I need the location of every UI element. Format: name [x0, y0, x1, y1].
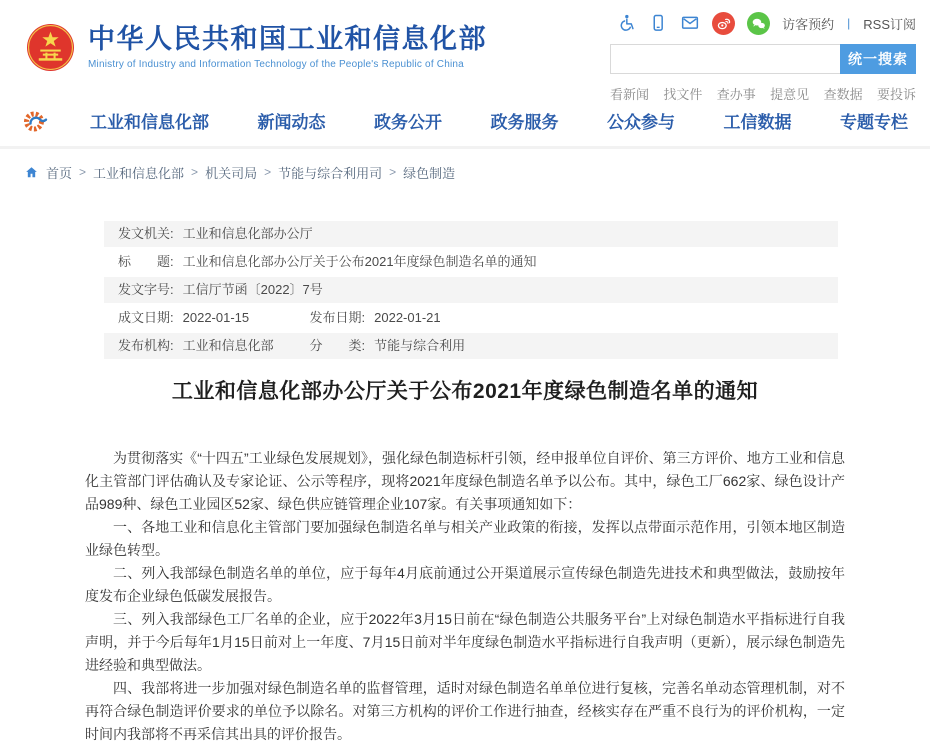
meta-label: 发布机构: [118, 338, 174, 353]
mobile-icon[interactable] [648, 13, 668, 33]
quick-link-complaints[interactable]: 要投诉 [876, 87, 916, 102]
nav-item-gov-services[interactable]: 政务服务 [490, 113, 559, 132]
site-brand [26, 23, 487, 72]
document-title: 工业和信息化部办公厅关于公布2021年度绿色制造名单的通知 [171, 380, 759, 403]
nav-item-miit[interactable]: 工业和信息化部 [90, 113, 209, 132]
meta-value: 工业和信息化部办公厅关于公布2021年度绿色制造名单的通知 [182, 254, 537, 269]
meta-label: 发布日期: [309, 310, 366, 325]
breadcrumb-home[interactable]: 首页 [46, 165, 73, 181]
meta-label: 分 类: [309, 338, 366, 353]
meta-value: 节能与综合利用 [374, 338, 466, 353]
breadcrumb-separator: > [79, 165, 87, 179]
visitor-appointment-link[interactable]: 访客预约 [782, 16, 835, 32]
nav-item-public-participation[interactable]: 公众参与 [607, 113, 675, 132]
accessibility-icon[interactable] [616, 13, 636, 33]
main-nav [0, 95, 930, 149]
national-emblem-icon [26, 23, 75, 72]
breadcrumb-separator: > [191, 165, 199, 179]
quick-link-services[interactable]: 查办事 [716, 87, 756, 102]
meta-label: 发文机关: [118, 226, 174, 241]
paragraph-item-4: 四、我部将进一步加强对绿色制造名单的监督管理，适时对绿色制造名单单位进行复核，完善名单动态管理机制，对不再符合绿色制造评价要求的单位予以除名。对第三方机构的评价工作进行抽查，经核实存在严重不良行为的评价机构，一定时间内我部将不再采信其出具的评价报告。 [85, 680, 845, 742]
quick-link-data[interactable]: 查数据 [823, 87, 863, 102]
nav-item-news[interactable]: 新闻动态 [257, 113, 326, 132]
document-content [85, 221, 845, 746]
meta-row-title [104, 249, 838, 275]
paragraph-item-1: 一、各地工业和信息化主管部门要加强绿色制造名单与相关产业政策的衔接，发挥以点带面示范作用，引领本地区制造业绿色转型。 [85, 519, 845, 558]
ministry-name-en: Ministry of Industry and Information Technology of the People's Republic of China [88, 58, 464, 70]
paragraph-item-3: 三、列入我部绿色工厂名单的企业，应于2022年3月15日前在“绿色制造公共服务平台”上对绿色制造水平指标进行自我声明，并于今后每年1月15日前对上一年度、7月15日前对半年度绿色制造水平指标进行自我声明（更新），展示绿色制造先进经验和典型做法。 [85, 611, 845, 673]
document-body [85, 447, 845, 746]
ministry-name-cn: 中华人民共和国工业和信息化部 [88, 24, 487, 55]
header-link-divider: | [847, 16, 851, 30]
breadcrumb-separator: > [389, 165, 397, 179]
meta-value: 2022-01-21 [374, 310, 441, 325]
nav-item-gov-disclosure[interactable]: 政务公开 [374, 113, 442, 132]
paragraph-item-2: 二、列入我部绿色制造名单的单位，应于每年4月底前通过公开渠道展示宣传绿色制造先进技术和典型做法，鼓励按年度发布企业绿色低碳发展报告。 [85, 565, 845, 604]
meta-value: 工业和信息化部办公厅 [182, 226, 313, 241]
quick-links [610, 84, 916, 103]
mail-icon[interactable] [680, 13, 700, 33]
nav-item-special-columns[interactable]: 专题专栏 [840, 113, 908, 132]
search-bar [610, 44, 916, 74]
meta-value: 2022-01-15 [182, 310, 250, 325]
breadcrumb-miit[interactable]: 工业和信息化部 [93, 165, 185, 181]
quick-link-documents[interactable]: 找文件 [663, 87, 703, 102]
meta-row-dates [104, 305, 838, 331]
meta-row-publisher-category [104, 333, 838, 359]
header-icons-row [610, 11, 916, 35]
meta-cell-category [310, 333, 466, 359]
search-button[interactable]: 统一搜索 [840, 44, 916, 74]
document-meta-table [104, 221, 838, 359]
meta-label: 成文日期: [118, 310, 174, 325]
paragraph-intro: 为贯彻落实《“十四五”工业绿色发展规划》，强化绿色制造标杆引领，经申报单位自评价、第三方评价、地方工业和信息化主管部门评估确认及专家论证、公示等程序，现将2021年度绿色制造名单予以公布。其中，绿色工厂662家、绿色设计产品989种、绿色工业园区52家、绿色供应链管理企业107家。有关事项通知如下： [85, 450, 845, 512]
weibo-icon[interactable] [712, 12, 735, 35]
quick-link-news[interactable]: 看新闻 [610, 87, 650, 102]
header-utilities [610, 11, 916, 103]
wechat-icon[interactable] [747, 12, 770, 35]
breadcrumb-energy-dept[interactable]: 节能与综合利用司 [278, 165, 383, 181]
meta-label: 发文字号: [118, 282, 174, 297]
breadcrumb-separator: > [264, 165, 272, 179]
miit-gear-logo-icon [22, 107, 50, 135]
meta-row-document-number [104, 277, 838, 303]
meta-value: 工业和信息化部 [182, 338, 274, 353]
nav-menu [90, 108, 910, 133]
meta-cell-publish-date [310, 305, 441, 331]
meta-label: 标 题: [118, 254, 174, 269]
breadcrumb [0, 149, 930, 181]
site-header [0, 0, 930, 102]
breadcrumb-departments[interactable]: 机关司局 [205, 165, 258, 181]
meta-row-issuing-office [104, 221, 838, 247]
search-input[interactable] [610, 44, 840, 74]
breadcrumb-green-manufacturing[interactable]: 绿色制造 [403, 165, 456, 181]
meta-value: 工信厅节函〔2022〕7号 [182, 282, 323, 297]
home-icon[interactable] [24, 165, 39, 180]
rss-link[interactable]: RSS订阅 [863, 16, 916, 32]
quick-link-suggestions[interactable]: 提意见 [770, 87, 810, 102]
brand-text [88, 25, 487, 70]
nav-item-icit-data[interactable]: 工信数据 [723, 113, 792, 132]
